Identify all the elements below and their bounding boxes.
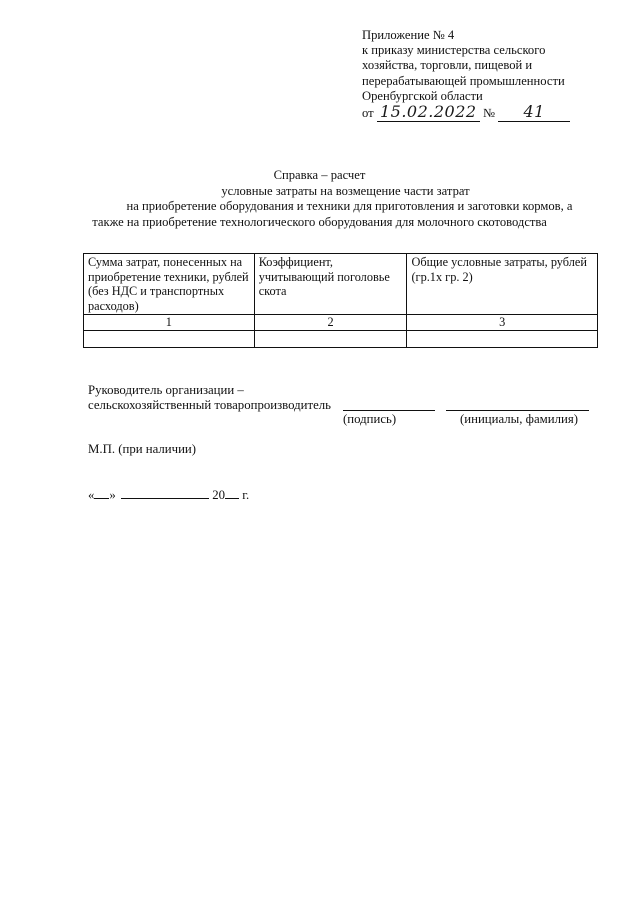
date-open-quote: « [88,488,95,502]
column-number-3: 3 [407,315,598,331]
calculation-table [83,253,598,348]
document-title [0,168,639,230]
date-close-quote: » [109,488,116,502]
header-cell-total: Общие условные затраты, рублей (гр.1х гр. 2) [407,254,598,315]
column-number-2: 2 [254,315,407,331]
signature-role-line-2: сельскохозяйственный товаропроизводитель [88,398,331,412]
table-data-row [84,330,598,347]
date-line [88,486,249,503]
table-header-row [84,254,598,315]
appendix-date-number-line [362,104,632,122]
data-cell-costs[interactable] [84,330,255,347]
order-number-field [498,104,570,122]
appendix-number: Приложение № 4 [362,28,455,42]
year-prefix: 20 [212,488,226,502]
header-cell-costs: Сумма затрат, понесенных на приобретение техники, рублей (без НДС и транспортных расходов) [84,254,255,315]
number-prefix: № [482,106,495,121]
month-blank [121,486,209,499]
year-suffix: г. [242,488,250,502]
signature-caption: (подпись) [343,412,397,426]
day-blank [94,486,109,499]
appendix-region-line: Оренбургской области [362,88,483,103]
data-cell-total[interactable] [407,330,598,347]
stamp-label: М.П. (при наличии) [88,442,197,456]
header-cell-coefficient: Коэффициент, учитывающий поголовье скота [254,254,407,315]
appendix-ministry-line: хозяйства, торговли, пищевой и [362,58,533,73]
table-number-row [84,315,598,331]
title-line-2: условные затраты на возмещение части затрат [221,183,470,198]
data-cell-coefficient[interactable] [254,330,407,347]
appendix-block [362,28,632,122]
appendix-order-line: к приказу министерства сельского [362,43,546,58]
title-line-3: на приобретение оборудования и техники для приготовления и заготовки кормов, а [126,199,573,214]
name-blank-line [446,410,589,411]
order-number-handwritten: 41 [523,102,545,122]
signature-role-line-1: Руководитель организации – [88,383,244,397]
order-date-field [377,104,480,122]
signature-blank-line [343,410,435,411]
column-number-1: 1 [84,315,255,331]
year-blank [225,486,239,499]
title-line-4: также на приобретение технологического оборудования для молочного скотоводства [92,214,547,229]
order-date-handwritten: 15.02.2022 [379,102,477,122]
name-caption: (инициалы, фамилия) [460,412,578,426]
appendix-industry-line: перерабатывающей промышленности [362,73,565,88]
date-prefix: от [362,106,374,121]
title-line-1: Справка – расчет [273,168,366,182]
